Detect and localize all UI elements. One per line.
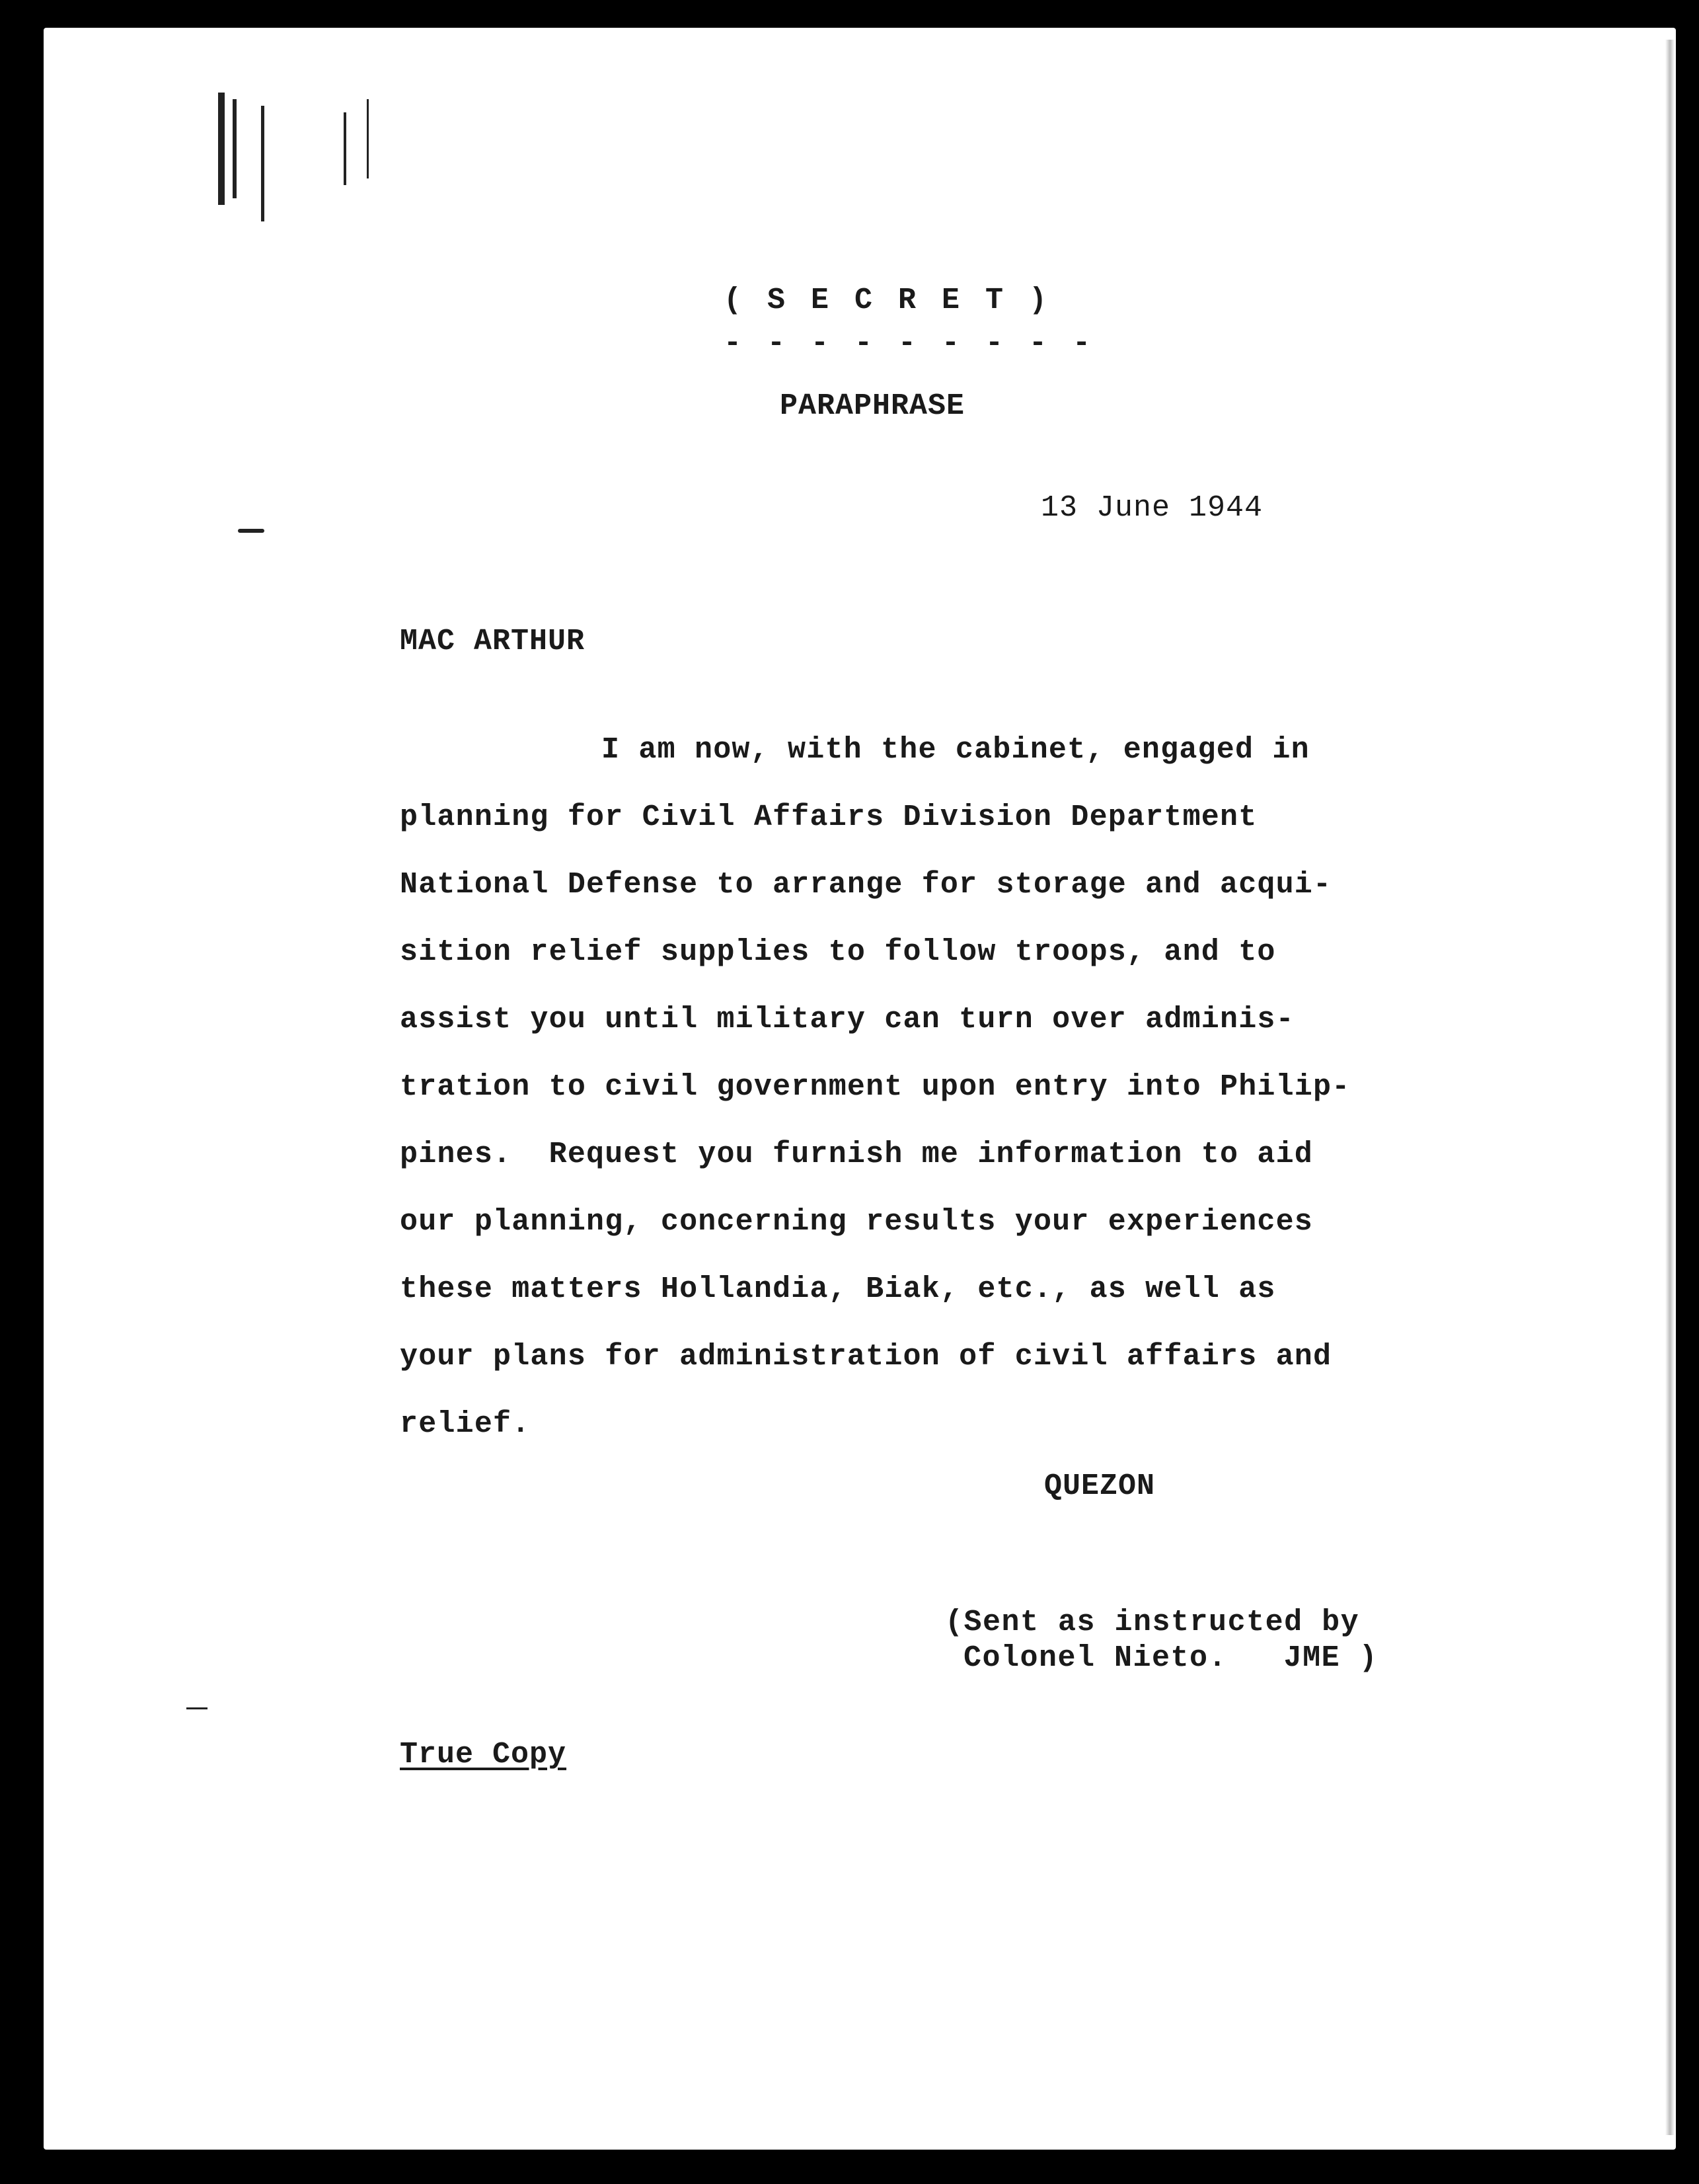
scan-mark <box>367 99 369 178</box>
sent-note-line: (Sent as instructed by <box>945 1606 1360 1639</box>
signature: QUEZON <box>1044 1469 1156 1503</box>
body-line: your plans for administration of civil affairs and <box>400 1340 1332 1374</box>
scan-mark <box>238 529 264 533</box>
scan-mark <box>261 106 264 221</box>
document-type-heading: PARAPHRASE <box>780 389 965 423</box>
page-edge-shadow <box>1665 40 1675 2135</box>
true-copy-label: True Copy <box>400 1738 567 1772</box>
body-line: planning for Civil Affairs Division Department <box>400 800 1258 834</box>
addressee: MAC ARTHUR <box>400 625 585 658</box>
classification-heading: ( S E C R E T ) <box>724 284 1051 317</box>
body-line: I am now, with the cabinet, engaged in <box>601 733 1310 767</box>
body-line: pines. Request you furnish me information to aid <box>400 1138 1314 1171</box>
scan-mark <box>186 1707 208 1709</box>
scan-mark <box>233 99 237 198</box>
scan-mark <box>344 112 346 185</box>
body-line: National Defense to arrange for storage and acqui- <box>400 868 1332 902</box>
body-line: tration to civil government upon entry into Philip- <box>400 1070 1351 1104</box>
body-line: these matters Hollandia, Biak, etc., as well as <box>400 1272 1276 1306</box>
sent-note-line: Colonel Nieto. JME ) <box>963 1641 1378 1675</box>
document-date: 13 June 1944 <box>1041 491 1264 525</box>
body-line: our planning, concerning results your experiences <box>400 1205 1314 1239</box>
scan-mark <box>218 93 225 205</box>
body-line: relief. <box>400 1407 531 1441</box>
body-line: assist you until military can turn over adminis- <box>400 1003 1295 1036</box>
classification-rule: - - - - - - - - - <box>724 327 1095 360</box>
body-line: sition relief supplies to follow troops, and to <box>400 935 1276 969</box>
